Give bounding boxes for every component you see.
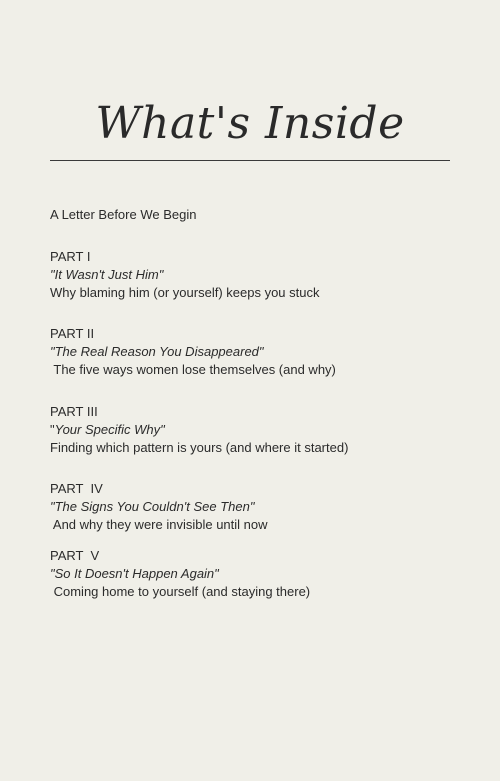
- part-2-label: PART II: [50, 326, 95, 341]
- part-2-description: The five ways women lose themselves (and why): [50, 362, 336, 377]
- part-3-subtitle-quote: ": [50, 422, 55, 437]
- part-5-description: Coming home to yourself (and staying there): [50, 584, 311, 599]
- part-4-label: PART IV: [50, 481, 103, 496]
- part-3-description: Finding which pattern is yours (and where it started): [50, 440, 349, 455]
- part-3-subtitle-text: Your Specific Why": [54, 422, 165, 437]
- part-4-description: And why they were invisible until now: [50, 517, 268, 532]
- part-1-description: Why blaming him (or yourself) keeps you stuck: [50, 285, 320, 300]
- intro-entry: A Letter Before We Begin: [50, 207, 197, 222]
- part-5-label: PART V: [50, 548, 100, 563]
- page-title: What's Inside: [95, 98, 405, 149]
- part-1-subtitle: "It Wasn't Just Him": [50, 267, 164, 282]
- part-4-subtitle: "The Signs You Couldn't See Then": [50, 499, 255, 514]
- part-3-label: PART III: [50, 404, 98, 419]
- part-3-subtitle: [50, 421, 165, 439]
- part-2-subtitle: "The Real Reason You Disappeared": [50, 344, 264, 359]
- title-divider: [50, 160, 450, 161]
- part-1-label: PART I: [50, 249, 91, 264]
- part-5-subtitle: "So It Doesn't Happen Again": [50, 566, 219, 581]
